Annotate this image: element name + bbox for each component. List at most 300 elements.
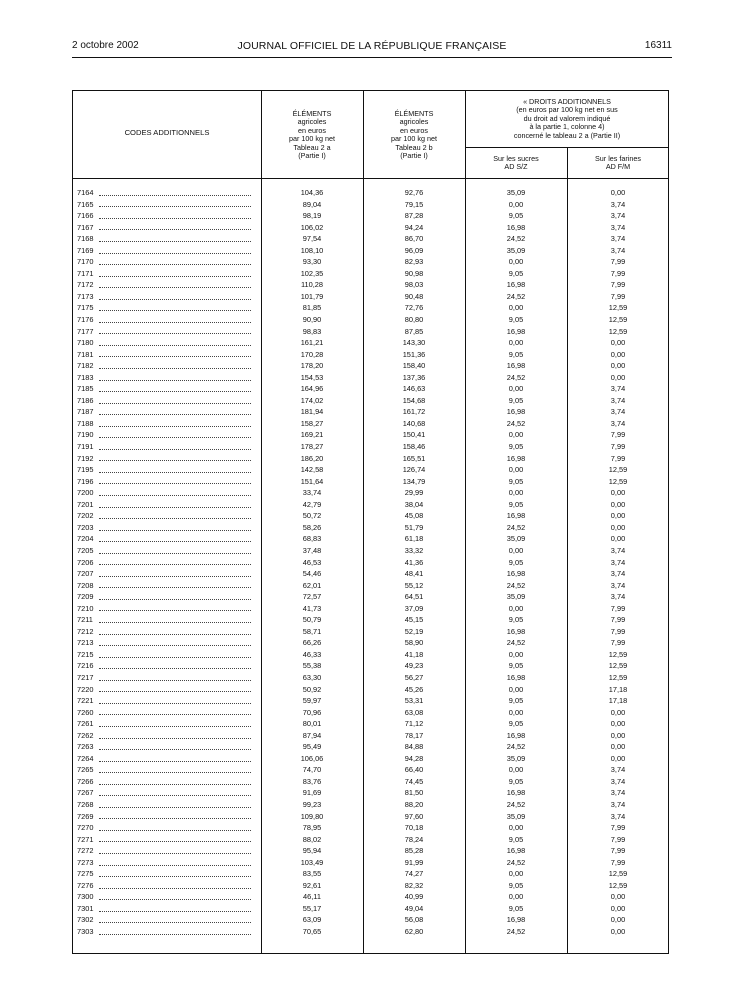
element-2b-cell: 61,18 xyxy=(404,534,424,544)
element-2b-cell: 58,90 xyxy=(404,638,424,648)
ad-sz-cell: 0,00 xyxy=(508,488,524,498)
table-row xyxy=(73,626,669,638)
dot-leader xyxy=(99,564,251,565)
dot-leader xyxy=(99,241,251,242)
journal-title: JOURNAL OFFICIEL DE LA RÉPUBLIQUE FRANÇAISE xyxy=(237,40,507,52)
ad-fm-cell: 7,99 xyxy=(610,280,626,290)
table-row xyxy=(73,903,669,915)
ad-sz-cell: 0,00 xyxy=(508,430,524,440)
header-line: ÉLÉMENTS xyxy=(394,109,434,118)
table-row xyxy=(73,845,669,857)
dot-leader xyxy=(99,587,251,588)
dot-leader xyxy=(99,634,251,635)
code-value: 7167 xyxy=(77,222,94,232)
code-cell xyxy=(77,684,257,696)
dot-leader xyxy=(99,818,251,819)
table-row xyxy=(73,880,669,892)
table-row xyxy=(73,834,669,846)
code-value: 7166 xyxy=(77,211,94,221)
dot-leader xyxy=(99,865,251,866)
code-value: 7211 xyxy=(77,615,93,625)
code-value: 7213 xyxy=(77,638,94,648)
code-cell xyxy=(77,764,257,776)
ad-sz-cell: 0,00 xyxy=(508,684,524,694)
dot-leader xyxy=(99,218,251,219)
ad-sz-cell: 9,05 xyxy=(508,719,524,729)
ad-sz-cell: 24,52 xyxy=(506,742,526,752)
ad-sz-cell: 16,98 xyxy=(506,453,526,463)
ad-sz-cell: 16,98 xyxy=(506,280,526,290)
element-2b-cell: 90,98 xyxy=(404,268,424,278)
element-2b-cell: 81,50 xyxy=(404,788,424,798)
page-date: 2 octobre 2002 xyxy=(72,40,139,51)
code-cell xyxy=(77,891,257,903)
element-2a-cell: 91,69 xyxy=(302,788,322,798)
code-cell xyxy=(77,707,257,719)
code-cell xyxy=(77,326,257,338)
dot-leader xyxy=(99,518,251,519)
table-row xyxy=(73,730,669,742)
element-2a-cell: 103,49 xyxy=(300,857,324,867)
ad-fm-cell: 0,00 xyxy=(610,927,626,936)
ad-fm-cell: 3,74 xyxy=(610,395,626,405)
element-2a-cell: 41,73 xyxy=(302,603,322,613)
ad-fm-cell: 0,00 xyxy=(610,892,626,902)
table-row xyxy=(73,568,669,580)
element-2a-cell: 81,85 xyxy=(302,303,322,313)
code-cell xyxy=(77,649,257,661)
element-2a-cell: 142,58 xyxy=(300,465,324,475)
ad-sz-cell: 16,98 xyxy=(506,326,526,336)
ad-fm-cell: 17,18 xyxy=(608,696,628,706)
code-value: 7185 xyxy=(77,384,94,394)
ad-fm-cell: 3,74 xyxy=(610,418,626,428)
ad-sz-cell: 9,05 xyxy=(508,268,524,278)
ad-sz-cell: 16,98 xyxy=(506,672,526,682)
element-2a-cell: 98,83 xyxy=(302,326,322,336)
dot-leader xyxy=(99,403,251,404)
element-2a-cell: 154,53 xyxy=(300,372,324,382)
element-2a-cell: 66,26 xyxy=(302,638,322,648)
ad-fm-cell: 12,59 xyxy=(608,649,628,659)
dot-leader xyxy=(99,287,251,288)
table-row xyxy=(73,372,669,384)
element-2b-cell: 45,26 xyxy=(404,684,424,694)
code-cell xyxy=(77,753,257,765)
element-2b-cell: 158,46 xyxy=(402,442,426,452)
dot-leader xyxy=(99,472,251,473)
ad-fm-cell: 7,99 xyxy=(610,834,626,844)
dot-leader xyxy=(99,703,251,704)
element-2a-cell: 90,90 xyxy=(302,315,322,325)
code-value: 7195 xyxy=(77,465,94,475)
ad-fm-cell: 3,74 xyxy=(610,407,626,417)
table-row xyxy=(73,222,669,234)
dot-leader xyxy=(99,391,251,392)
table-row xyxy=(73,533,669,545)
table-row xyxy=(73,314,669,326)
dot-leader xyxy=(99,299,251,300)
ad-sz-cell: 35,09 xyxy=(506,592,526,602)
dot-leader xyxy=(99,830,251,831)
ad-fm-cell: 0,00 xyxy=(610,753,626,763)
code-cell xyxy=(77,868,257,880)
element-2a-cell: 70,65 xyxy=(302,927,322,936)
table-row xyxy=(73,302,669,314)
ad-fm-cell: 0,00 xyxy=(610,349,626,359)
element-2a-cell: 58,71 xyxy=(302,626,322,636)
element-2a-cell: 106,02 xyxy=(300,222,324,232)
element-2b-cell: 49,04 xyxy=(404,903,424,913)
ad-sz-cell: 9,05 xyxy=(508,557,524,567)
ad-fm-cell: 3,74 xyxy=(610,199,626,209)
table-row xyxy=(73,349,669,361)
dot-leader xyxy=(99,761,251,762)
header-subrule xyxy=(465,147,669,148)
dot-leader xyxy=(99,795,251,796)
dot-leader xyxy=(99,680,251,681)
ad-fm-cell: 7,99 xyxy=(610,603,626,613)
code-cell xyxy=(77,776,257,788)
code-value: 7180 xyxy=(77,338,94,348)
table-row xyxy=(73,268,669,280)
ad-sz-cell: 16,98 xyxy=(506,846,526,856)
code-cell xyxy=(77,660,257,672)
code-cell xyxy=(77,637,257,649)
ad-sz-cell: 24,52 xyxy=(506,372,526,382)
ad-fm-cell: 7,99 xyxy=(610,268,626,278)
ad-sz-cell: 0,00 xyxy=(508,823,524,833)
ad-sz-cell: 0,00 xyxy=(508,384,524,394)
code-cell xyxy=(77,291,257,303)
element-2b-cell: 37,09 xyxy=(404,603,424,613)
ad-fm-cell: 0,00 xyxy=(610,903,626,913)
element-2a-cell: 110,28 xyxy=(300,280,324,290)
dot-leader xyxy=(99,380,251,381)
table-row xyxy=(73,787,669,799)
ad-fm-cell: 3,74 xyxy=(610,545,626,555)
ad-fm-cell: 3,74 xyxy=(610,569,626,579)
element-2b-cell: 80,80 xyxy=(404,315,424,325)
ad-sz-cell: 9,05 xyxy=(508,476,524,486)
code-value: 7181 xyxy=(77,349,94,359)
code-cell xyxy=(77,222,257,234)
dot-leader xyxy=(99,530,251,531)
ad-fm-cell: 12,59 xyxy=(608,315,628,325)
element-2b-cell: 87,28 xyxy=(404,211,424,221)
element-2a-cell: 63,09 xyxy=(302,915,322,925)
code-value: 7260 xyxy=(77,707,94,717)
ad-fm-cell: 3,74 xyxy=(610,776,626,786)
code-value: 7171 xyxy=(77,268,94,278)
ad-fm-cell: 0,00 xyxy=(610,522,626,532)
ad-fm-cell: 12,59 xyxy=(608,672,628,682)
header-farines xyxy=(567,155,669,172)
code-value: 7173 xyxy=(77,291,94,301)
ad-sz-cell: 9,05 xyxy=(508,499,524,509)
code-cell xyxy=(77,187,257,199)
code-cell xyxy=(77,210,257,222)
dot-leader xyxy=(99,691,251,692)
element-2b-cell: 79,15 xyxy=(404,199,424,209)
element-2b-cell: 74,27 xyxy=(404,869,424,879)
ad-sz-cell: 0,00 xyxy=(508,465,524,475)
code-value: 7201 xyxy=(77,499,94,509)
dot-leader xyxy=(99,495,251,496)
element-2b-cell: 66,40 xyxy=(404,765,424,775)
element-2b-cell: 85,28 xyxy=(404,846,424,856)
ad-fm-cell: 12,59 xyxy=(608,869,628,879)
code-value: 7188 xyxy=(77,418,94,428)
code-value: 7267 xyxy=(77,788,94,798)
ad-sz-cell: 0,00 xyxy=(508,603,524,613)
code-value: 7165 xyxy=(77,199,94,209)
table-row xyxy=(73,764,669,776)
element-2a-cell: 109,80 xyxy=(300,811,324,821)
element-2a-cell: 104,36 xyxy=(300,188,324,197)
ad-fm-cell: 3,74 xyxy=(610,245,626,255)
code-value: 7200 xyxy=(77,488,94,498)
table-row xyxy=(73,418,669,430)
element-2a-cell: 58,26 xyxy=(302,522,322,532)
code-value: 7272 xyxy=(77,846,94,856)
element-2b-cell: 63,08 xyxy=(404,707,424,717)
dot-leader xyxy=(99,876,251,877)
table-row xyxy=(73,660,669,672)
code-value: 7172 xyxy=(77,280,94,290)
element-2a-cell: 78,95 xyxy=(302,823,322,833)
code-value: 7202 xyxy=(77,511,94,521)
dot-leader xyxy=(99,449,251,450)
code-value: 7269 xyxy=(77,811,94,821)
dot-leader xyxy=(99,738,251,739)
table-row xyxy=(73,637,669,649)
code-cell xyxy=(77,499,257,511)
ad-fm-cell: 3,74 xyxy=(610,592,626,602)
ad-sz-cell: 9,05 xyxy=(508,211,524,221)
element-2a-cell: 158,27 xyxy=(300,418,324,428)
table-row xyxy=(73,672,669,684)
code-value: 7265 xyxy=(77,765,94,775)
code-cell xyxy=(77,926,257,938)
code-cell xyxy=(77,626,257,638)
code-value: 7190 xyxy=(77,430,94,440)
ad-sz-cell: 35,09 xyxy=(506,245,526,255)
ad-sz-cell: 9,05 xyxy=(508,315,524,325)
table-row xyxy=(73,256,669,268)
element-2b-cell: 98,03 xyxy=(404,280,424,290)
table-row xyxy=(73,684,669,696)
element-2b-cell: 91,99 xyxy=(404,857,424,867)
element-2b-cell: 96,09 xyxy=(404,245,424,255)
element-2a-cell: 46,53 xyxy=(302,557,322,567)
element-2a-cell: 68,83 xyxy=(302,534,322,544)
codes-table xyxy=(72,90,669,954)
header-line: en euros xyxy=(400,125,428,135)
header-line: en euros xyxy=(298,125,326,135)
dot-leader xyxy=(99,726,251,727)
ad-sz-cell: 35,09 xyxy=(506,188,526,197)
element-2a-cell: 108,10 xyxy=(300,245,324,255)
dot-leader xyxy=(99,206,251,207)
header-line: AD S/Z xyxy=(504,162,528,172)
dot-leader xyxy=(99,784,251,785)
header-line: « DROITS ADDITIONNELS xyxy=(523,97,611,106)
ad-sz-cell: 9,05 xyxy=(508,696,524,706)
code-value: 7271 xyxy=(77,834,94,844)
header-codes: CODES ADDITIONNELS xyxy=(124,128,210,137)
table-row xyxy=(73,914,669,926)
ad-fm-cell: 3,74 xyxy=(610,384,626,394)
ad-fm-cell: 0,00 xyxy=(610,707,626,717)
element-2b-cell: 143,30 xyxy=(402,338,426,348)
code-value: 7206 xyxy=(77,557,94,567)
code-cell xyxy=(77,741,257,753)
header-droits-additionnels xyxy=(465,98,669,140)
table-row xyxy=(73,464,669,476)
element-2b-cell: 94,28 xyxy=(404,753,424,763)
ad-sz-cell: 0,00 xyxy=(508,892,524,902)
code-cell xyxy=(77,914,257,926)
code-cell xyxy=(77,429,257,441)
code-value: 7170 xyxy=(77,257,94,267)
ad-sz-cell: 24,52 xyxy=(506,418,526,428)
table-row xyxy=(73,695,669,707)
element-2b-cell: 90,48 xyxy=(404,291,424,301)
code-value: 7217 xyxy=(77,672,94,682)
dot-leader xyxy=(99,253,251,254)
table-row xyxy=(73,522,669,534)
table-row xyxy=(73,741,669,753)
element-2a-cell: 102,35 xyxy=(300,268,324,278)
code-value: 7182 xyxy=(77,361,94,371)
code-value: 7164 xyxy=(77,188,94,197)
page-header xyxy=(72,40,672,58)
element-2b-cell: 41,36 xyxy=(404,557,424,567)
table-row xyxy=(73,926,669,938)
code-cell xyxy=(77,395,257,407)
ad-fm-cell: 7,99 xyxy=(610,257,626,267)
code-cell xyxy=(77,464,257,476)
table-row xyxy=(73,649,669,661)
table-row xyxy=(73,291,669,303)
element-2b-cell: 52,19 xyxy=(404,626,424,636)
element-2b-cell: 41,18 xyxy=(404,649,424,659)
table-row xyxy=(73,337,669,349)
code-value: 7221 xyxy=(77,696,94,706)
element-2a-cell: 95,94 xyxy=(302,846,322,856)
code-value: 7203 xyxy=(77,522,94,532)
table-row xyxy=(73,210,669,222)
table-row xyxy=(73,476,669,488)
dot-leader xyxy=(99,657,251,658)
ad-fm-cell: 3,74 xyxy=(610,234,626,244)
header-line: (Partie I) xyxy=(400,151,428,161)
header-line: par 100 kg net xyxy=(289,134,335,144)
element-2a-cell: 151,64 xyxy=(300,476,324,486)
table-row xyxy=(73,868,669,880)
element-2b-cell: 70,18 xyxy=(404,823,424,833)
code-value: 7191 xyxy=(77,442,94,452)
code-cell xyxy=(77,453,257,465)
ad-sz-cell: 24,52 xyxy=(506,580,526,590)
code-cell xyxy=(77,845,257,857)
header-elements-2b xyxy=(363,110,465,160)
code-cell xyxy=(77,811,257,823)
ad-fm-cell: 3,74 xyxy=(610,222,626,232)
ad-sz-cell: 9,05 xyxy=(508,903,524,913)
table-row xyxy=(73,753,669,765)
element-2b-cell: 29,99 xyxy=(404,488,424,498)
code-cell xyxy=(77,302,257,314)
ad-fm-cell: 7,99 xyxy=(610,638,626,648)
code-cell xyxy=(77,603,257,615)
element-2a-cell: 70,96 xyxy=(302,707,322,717)
element-2b-cell: 151,36 xyxy=(402,349,426,359)
element-2b-cell: 64,51 xyxy=(404,592,424,602)
header-bottom-rule xyxy=(73,178,669,179)
element-2b-cell: 165,51 xyxy=(402,453,426,463)
ad-fm-cell: 0,00 xyxy=(610,361,626,371)
ad-fm-cell: 3,74 xyxy=(610,211,626,221)
code-cell xyxy=(77,256,257,268)
dot-leader xyxy=(99,714,251,715)
ad-fm-cell: 0,00 xyxy=(610,534,626,544)
element-2b-cell: 56,08 xyxy=(404,915,424,925)
element-2b-cell: 84,88 xyxy=(404,742,424,752)
element-2a-cell: 178,20 xyxy=(300,361,324,371)
ad-sz-cell: 16,98 xyxy=(506,730,526,740)
ad-fm-cell: 0,00 xyxy=(610,372,626,382)
ad-sz-cell: 9,05 xyxy=(508,349,524,359)
header-line: Sur les sucres xyxy=(493,154,539,163)
ad-fm-cell: 7,99 xyxy=(610,442,626,452)
element-2a-cell: 98,19 xyxy=(302,211,322,221)
code-cell xyxy=(77,787,257,799)
code-value: 7192 xyxy=(77,453,94,463)
table-body xyxy=(73,187,669,938)
element-2b-cell: 94,24 xyxy=(404,222,424,232)
table-row xyxy=(73,510,669,522)
table-row xyxy=(73,199,669,211)
table-row xyxy=(73,395,669,407)
ad-sz-cell: 16,98 xyxy=(506,626,526,636)
code-cell xyxy=(77,545,257,557)
element-2a-cell: 178,27 xyxy=(300,442,324,452)
dot-leader xyxy=(99,541,251,542)
element-2a-cell: 46,33 xyxy=(302,649,322,659)
element-2a-cell: 83,76 xyxy=(302,776,322,786)
table-row xyxy=(73,776,669,788)
ad-fm-cell: 0,00 xyxy=(610,499,626,509)
code-value: 7216 xyxy=(77,661,94,671)
ad-fm-cell: 0,00 xyxy=(610,915,626,925)
dot-leader xyxy=(99,460,251,461)
ad-fm-cell: 3,74 xyxy=(610,811,626,821)
ad-sz-cell: 16,98 xyxy=(506,915,526,925)
code-value: 7270 xyxy=(77,823,94,833)
code-cell xyxy=(77,857,257,869)
element-2b-cell: 49,23 xyxy=(404,661,424,671)
code-cell xyxy=(77,580,257,592)
header-line: ÉLÉMENTS xyxy=(292,109,332,118)
table-row xyxy=(73,441,669,453)
ad-sz-cell: 9,05 xyxy=(508,776,524,786)
header-line: AD F/M xyxy=(605,162,631,172)
element-2a-cell: 181,94 xyxy=(300,407,324,417)
ad-sz-cell: 35,09 xyxy=(506,753,526,763)
code-value: 7303 xyxy=(77,927,94,936)
